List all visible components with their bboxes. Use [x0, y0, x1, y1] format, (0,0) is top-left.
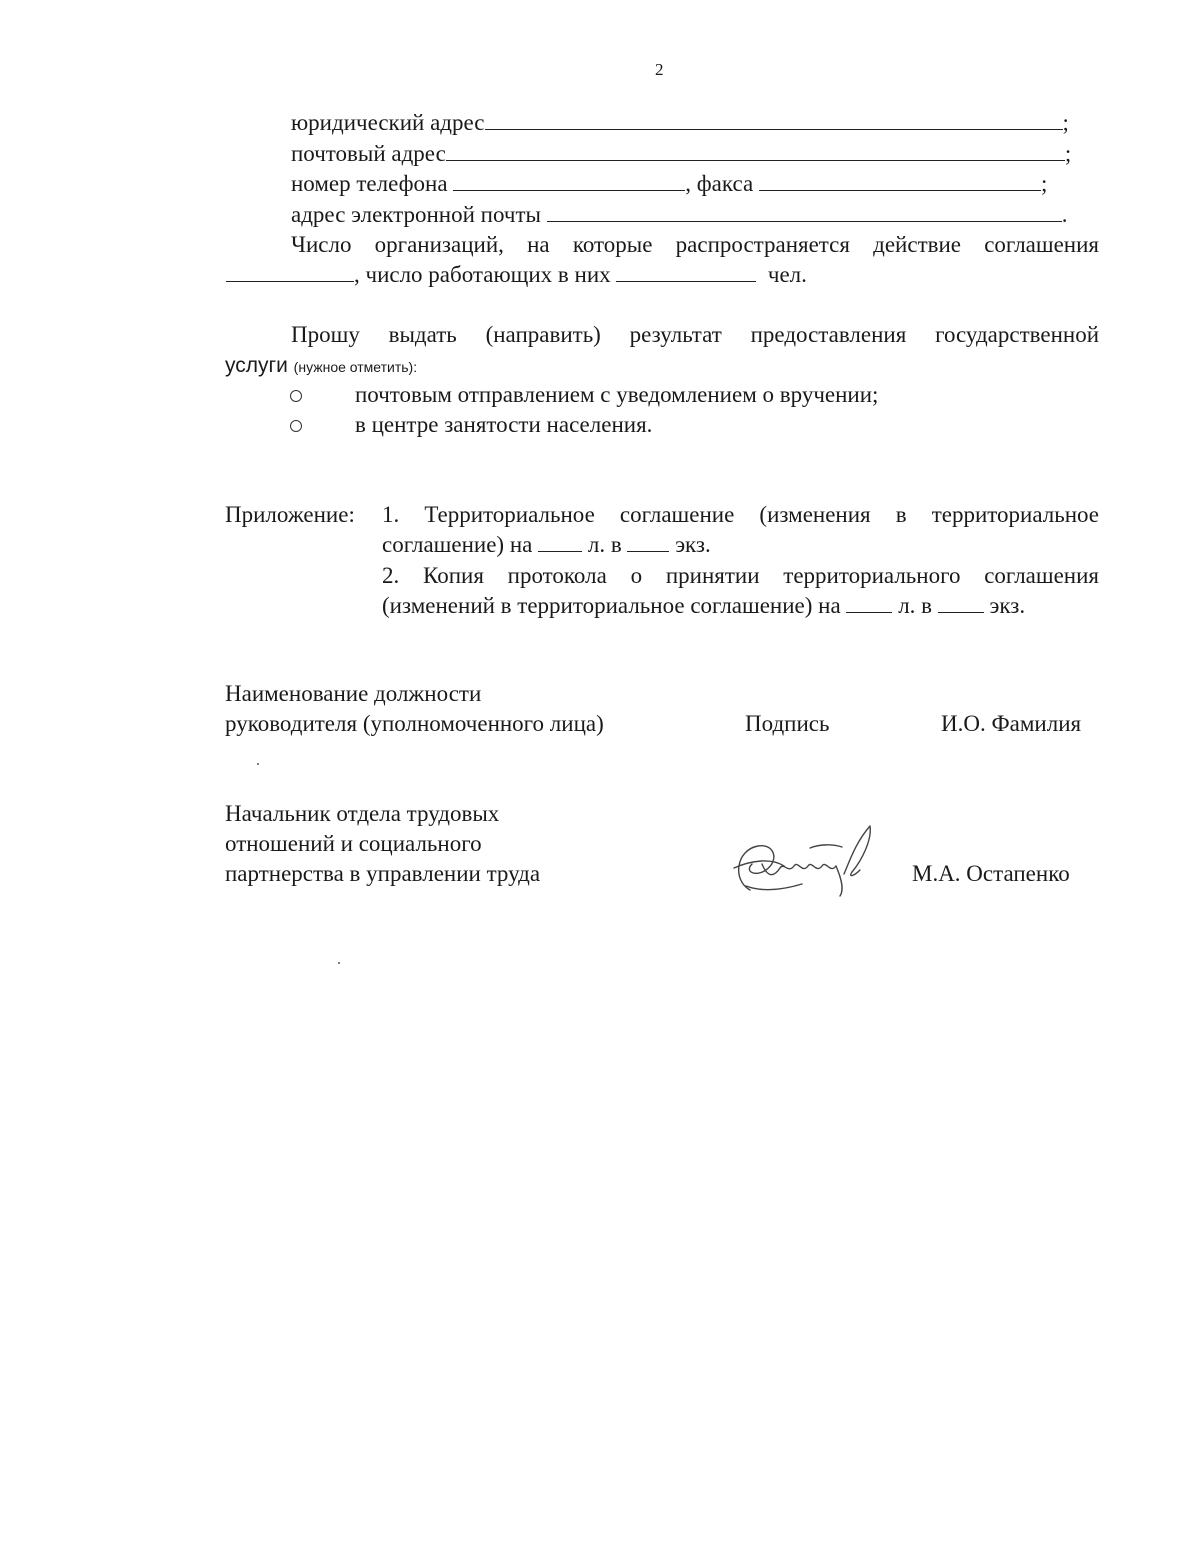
position-title-line1: Наименование должности	[225, 681, 482, 706]
org-count-text: Число организаций, на которые распространяется действие соглашения	[291, 232, 1099, 257]
signature-label: Подпись	[745, 711, 830, 736]
signer-position-line1: Начальник отдела трудовых	[225, 801, 500, 826]
name-label: И.О. Фамилия	[941, 711, 1082, 736]
org-count-field[interactable]	[226, 261, 354, 282]
period: .	[1061, 202, 1068, 227]
legal-address-label: юридический адрес	[291, 110, 485, 135]
scan-speck	[338, 962, 340, 964]
workers-count-field[interactable]	[616, 261, 756, 282]
attachment-item-2-line1: 2. Копия протокола о принятии территориального соглашения	[382, 563, 1099, 588]
attachment-item-1-line1: 1. Территориальное соглашение (изменения в территориальное	[382, 502, 1099, 527]
sheets-count-field[interactable]	[538, 531, 582, 552]
signer-position-line3: партнерства в управлении труда	[225, 861, 541, 886]
page-number: 2	[655, 60, 664, 79]
delivery-request-line2	[225, 350, 417, 382]
attachment-item-1-line2	[382, 530, 711, 560]
attachment-text: экз.	[675, 532, 711, 557]
radio-icon[interactable]	[290, 420, 302, 432]
email-label: адрес электронной почты	[291, 202, 541, 227]
people-unit: чел.	[767, 262, 807, 287]
attachment-text: экз.	[989, 593, 1026, 618]
org-count-row	[226, 260, 807, 290]
scan-speck	[257, 763, 259, 765]
delivery-option-center[interactable]	[290, 410, 653, 440]
email-row	[291, 200, 1067, 230]
mark-needed-note: (нужное отметить):	[293, 359, 418, 375]
attachment-text: соглашение) на	[382, 532, 533, 557]
signer-position-line2: отношений и социального	[225, 831, 482, 856]
phone-field[interactable]	[453, 170, 685, 191]
semicolon: ;	[1040, 171, 1048, 196]
semicolon: ;	[1064, 141, 1072, 166]
copies-count-field[interactable]	[938, 592, 984, 613]
copies-count-field[interactable]	[627, 531, 669, 552]
postal-address-field[interactable]	[446, 140, 1065, 161]
fax-label: , факса	[685, 171, 754, 196]
legal-address-row	[291, 108, 1099, 138]
delivery-option-label: почтовым отправлением с уведомлением о вручении;	[355, 382, 879, 407]
semicolon: ;	[1062, 110, 1069, 135]
attachment-text: л. в	[898, 593, 933, 618]
attachments-label: Приложение:	[225, 502, 355, 527]
delivery-option-mail[interactable]	[290, 380, 879, 410]
fax-field[interactable]	[759, 170, 1041, 191]
signer-name: М.А. Остапенко	[912, 861, 1070, 886]
delivery-request-text: Прошу выдать (направить) результат предоставления государственной	[291, 322, 1099, 347]
attachment-text: (изменений в территориальное соглашение) на	[382, 593, 841, 618]
attachment-text: л. в	[587, 532, 622, 557]
handwritten-signature	[722, 820, 882, 900]
email-field[interactable]	[547, 201, 1062, 222]
phone-fax-row	[291, 169, 1047, 199]
phone-label: номер телефона	[291, 171, 448, 196]
sheets-count-field[interactable]	[846, 592, 892, 613]
workers-label: , число работающих в них	[354, 262, 611, 287]
legal-address-field[interactable]	[485, 109, 1063, 130]
position-title-line2: руководителя (уполномоченного лица)	[225, 711, 604, 736]
services-word: услуги	[225, 354, 288, 377]
attachment-item-2-line2	[382, 591, 1025, 621]
postal-address-row	[291, 139, 1071, 169]
radio-icon[interactable]	[290, 390, 302, 402]
delivery-option-label: в центре занятости населения.	[355, 412, 653, 437]
postal-address-label: почтовый адрес	[291, 141, 446, 166]
